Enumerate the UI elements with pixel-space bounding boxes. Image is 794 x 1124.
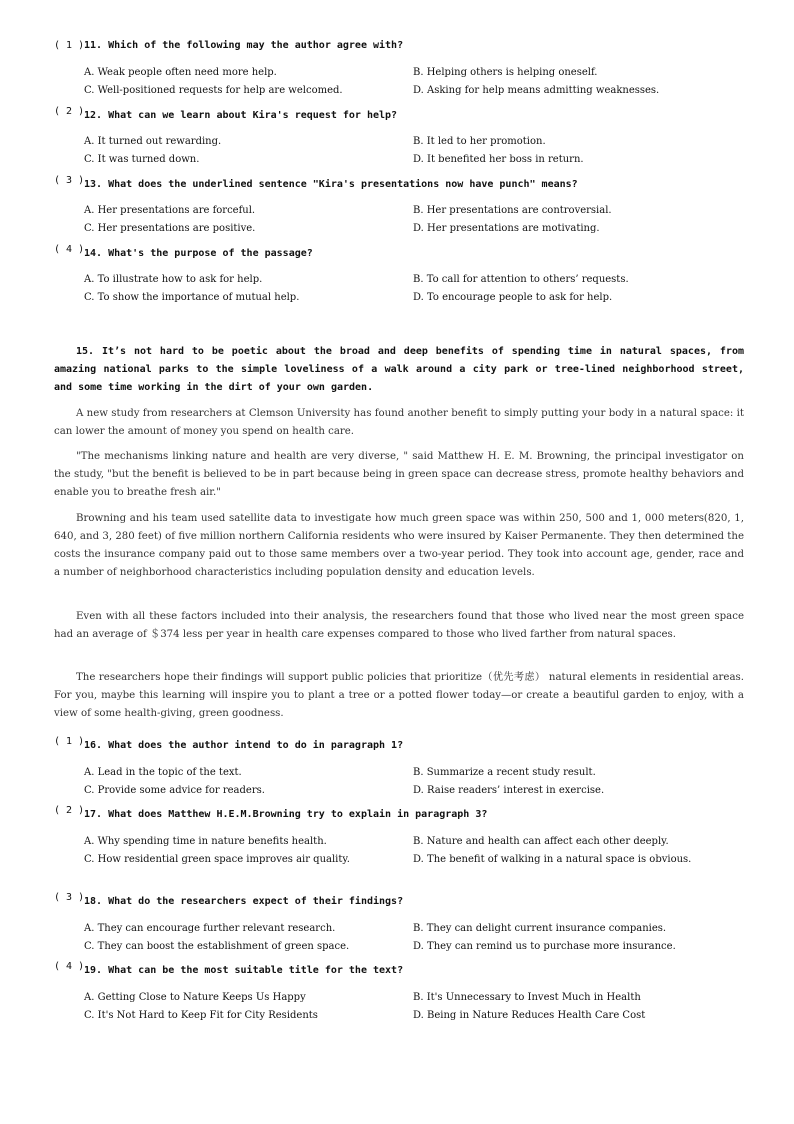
question-number: ( 3 ) (54, 175, 85, 186)
passage-paragraph: The researchers hope their findings will support public policies that prioritize（优先考虑） natural elements in residential areas. For you, maybe this learning will inspire you to plant a tree or a potted flower today—or create a beautiful garden to enjoy, with a view of some health-giving, green goodness. (54, 672, 744, 719)
option-d: D. Her presentations are motivating. (413, 223, 600, 234)
option-c: C. Well-positioned requests for help are welcomed. (84, 85, 343, 96)
option-b: B. It led to her promotion. (413, 136, 546, 147)
question-number: ( 2 ) (54, 805, 85, 816)
option-c: C. It's Not Hard to Keep Fit for City Residents (84, 1010, 318, 1021)
question-18-header (54, 892, 754, 912)
question-13-header (54, 175, 754, 195)
question-16-header (54, 736, 754, 756)
passage-intro: 15. It’s not hard to be poetic about the broad and deep benefits of spending time in natural spaces, from amazing national parks to the simple loveliness of a walk around a city park or tree-lined neighborhood street, and some time working in the dirt of your own garden. (54, 346, 744, 393)
option-a: A. It turned out rewarding. (84, 136, 222, 147)
option-b: B. To call for attention to others’ requests. (413, 274, 629, 285)
option-d: D. It benefited her boss in return. (413, 154, 584, 165)
question-number: ( 2 ) (54, 106, 85, 117)
passage-paragraph: Even with all these factors included into their analysis, the researchers found that those who lived near the most green space had an average of ＄374 less per year in health care expenses compared to those who lived farther from natural spaces. (54, 611, 744, 640)
question-stem: 11. Which of the following may the author agree with? (84, 40, 404, 51)
passage-paragraph: Browning and his team used satellite data to investigate how much green space was within 250, 500 and 1, 000 meters(820, 1, 640, and 3, 280 feet) of five million northern California residents who were insured by Kaiser Permanente. They then determined the costs the insurance company paid out to those same members over a two-year period. They took into account age, gender, race and a number of neighborhood characteristics including population density and education levels. (54, 513, 744, 578)
option-a: A. They can encourage further relevant research. (84, 923, 336, 934)
question-number: ( 1 ) (54, 736, 85, 747)
option-d: D. Raise readers’ interest in exercise. (413, 785, 605, 796)
question-number: ( 1 ) (54, 40, 85, 51)
option-b: B. Nature and health can affect each other deeply. (413, 836, 669, 847)
option-a: A. To illustrate how to ask for help. (84, 274, 263, 285)
option-a: A. Weak people often need more help. (84, 67, 277, 78)
question-stem: 13. What does the underlined sentence "Kira's presentations now have punch" means? (84, 179, 578, 190)
option-b: B. Her presentations are controversial. (413, 205, 612, 216)
option-a: A. Why spending time in nature benefits health. (84, 836, 327, 847)
option-c: C. They can boost the establishment of green space. (84, 941, 350, 952)
option-c: C. How residential green space improves air quality. (84, 854, 350, 865)
question-stem: 12. What can we learn about Kira's request for help? (84, 110, 398, 121)
passage-paragraph: "The mechanisms linking nature and health are very diverse, " said Matthew H. E. M. Browning, the principal investigator on the study, "but the benefit is believed to be in part because being in green space can decrease stress, promote healthy behaviors and enable you to breathe fresh air." (54, 451, 744, 498)
question-17-header (54, 805, 754, 825)
question-14-header (54, 244, 754, 264)
option-c: C. To show the importance of mutual help. (84, 292, 300, 303)
option-d: D. The benefit of walking in a natural space is obvious. (413, 854, 692, 865)
question-19-header (54, 961, 754, 981)
question-12-header (54, 106, 754, 126)
option-a: A. Lead in the topic of the text. (84, 767, 242, 778)
option-b: B. It's Unnecessary to Invest Much in Health (413, 992, 641, 1003)
question-stem: 18. What do the researchers expect of their findings? (84, 896, 404, 907)
option-b: B. They can delight current insurance companies. (413, 923, 667, 934)
option-d: D. To encourage people to ask for help. (413, 292, 613, 303)
option-d: D. Being in Nature Reduces Health Care Cost (413, 1010, 646, 1021)
question-stem: 17. What does Matthew H.E.M.Browning try to explain in paragraph 3? (84, 809, 488, 820)
question-number: ( 4 ) (54, 961, 85, 972)
option-a: A. Her presentations are forceful. (84, 205, 256, 216)
option-b: B. Helping others is helping oneself. (413, 67, 598, 78)
question-number: ( 4 ) (54, 244, 85, 255)
question-stem: 14. What's the purpose of the passage? (84, 248, 313, 259)
option-d: D. Asking for help means admitting weaknesses. (413, 85, 660, 96)
question-stem: 16. What does the author intend to do in paragraph 1? (84, 740, 404, 751)
option-c: C. Her presentations are positive. (84, 223, 256, 234)
option-c: C. It was turned down. (84, 154, 200, 165)
question-11-header (54, 40, 754, 60)
option-a: A. Getting Close to Nature Keeps Us Happy (84, 992, 306, 1003)
passage-paragraph: A new study from researchers at Clemson University has found another benefit to simply putting your body in a natural space: it can lower the amount of money you spend on health care. (54, 408, 744, 437)
question-stem: 19. What can be the most suitable title for the text? (84, 965, 404, 976)
option-b: B. Summarize a recent study result. (413, 767, 596, 778)
question-number: ( 3 ) (54, 892, 85, 903)
option-d: D. They can remind us to purchase more insurance. (413, 941, 676, 952)
option-c: C. Provide some advice for readers. (84, 785, 265, 796)
